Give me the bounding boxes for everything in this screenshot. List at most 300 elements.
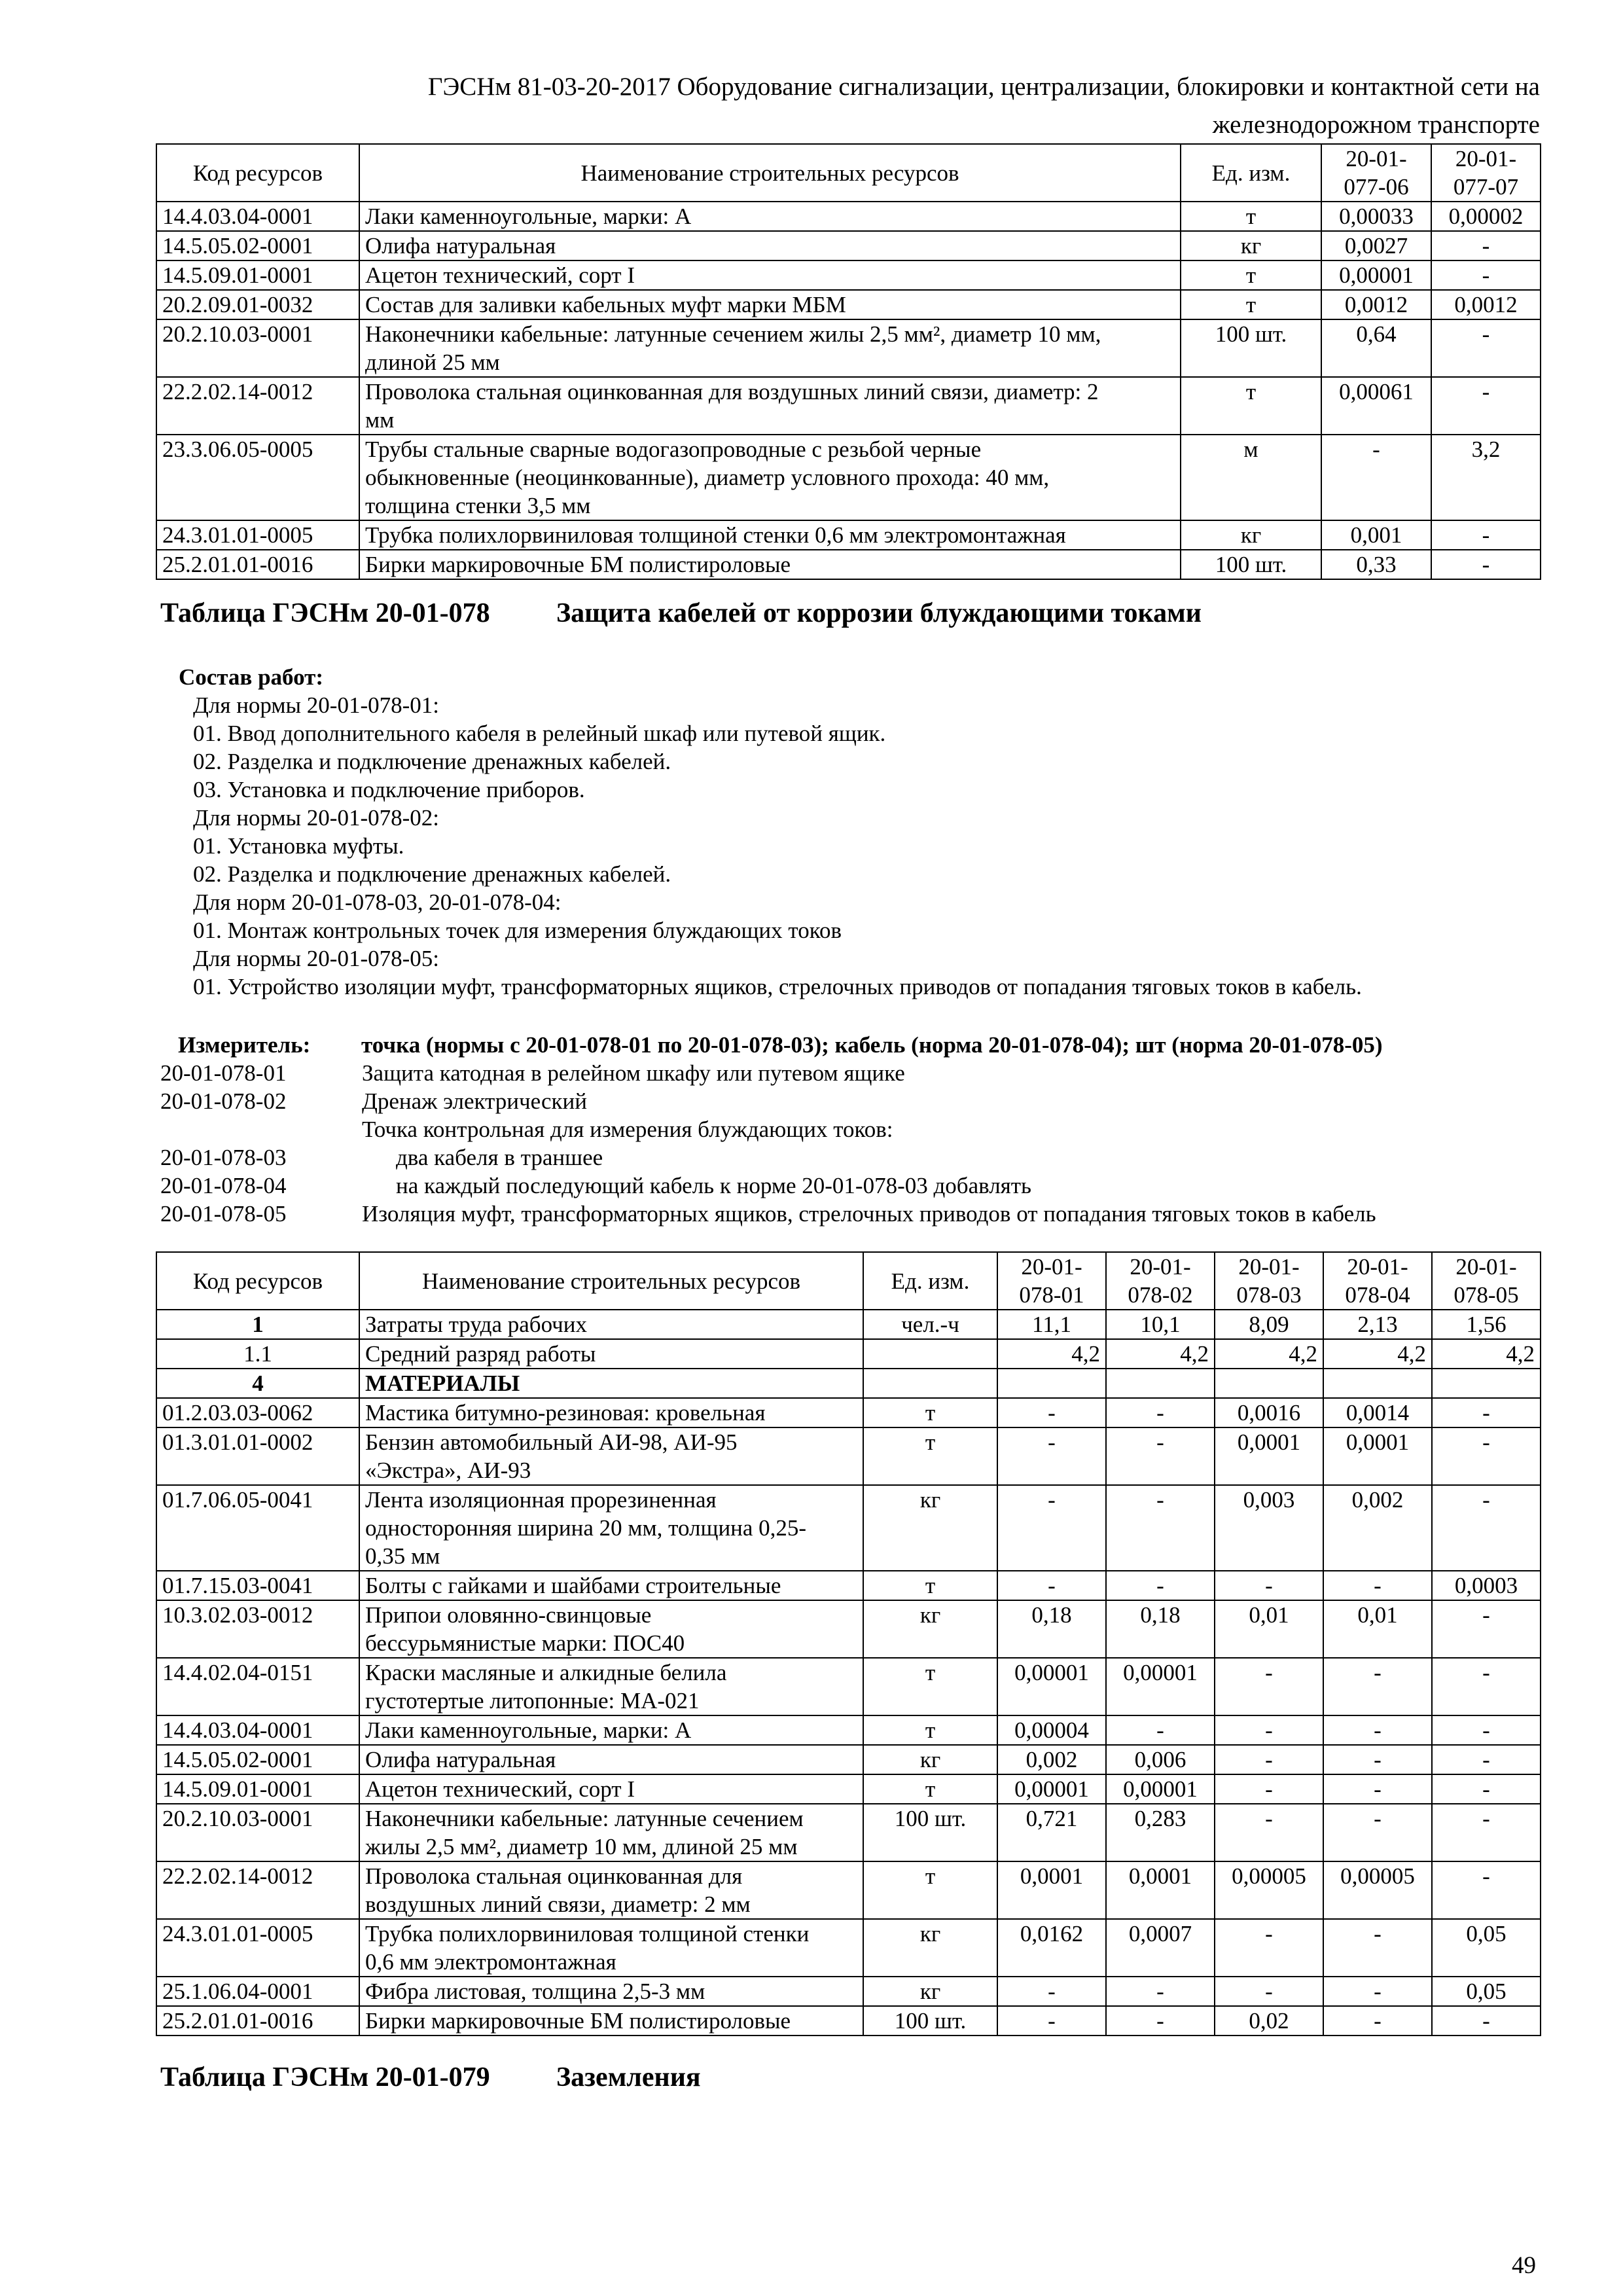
resource-name	[359, 1485, 863, 1571]
header-col-077-07: 20-01- 077-07	[1431, 144, 1541, 202]
value-078-05: -	[1432, 1861, 1541, 1919]
value-078-03: -	[1215, 1715, 1323, 1745]
resource-code: 01.2.03.03-0062	[156, 1398, 359, 1427]
resource-unit	[863, 1369, 997, 1398]
resource-name	[359, 1600, 863, 1658]
resource-name-line: 0,6 мм электромонтажная	[365, 1949, 616, 1975]
resource-name-line: Наконечники кабельные: латунные сечением жилы 2,5 мм², диаметр 10 мм,	[365, 321, 1101, 347]
resource-name	[359, 1571, 863, 1600]
value-078-04	[1323, 1369, 1432, 1398]
norm-code: 20-01-078-02	[160, 1088, 287, 1114]
composition-list	[193, 691, 1362, 1001]
norm-row	[160, 1172, 1535, 1200]
table-row	[156, 1715, 1541, 1745]
resource-name-line: Лента изоляционная прорезиненная	[365, 1487, 717, 1513]
resource-code: 14.5.05.02-0001	[156, 1745, 359, 1774]
value-078-04: 0,0001	[1323, 1427, 1432, 1485]
table-row	[156, 1745, 1541, 1774]
value-078-03: 0,02	[1215, 2006, 1323, 2036]
resource-name-line: жилы 2,5 мм², диаметр 10 мм, длиной 25 мм	[365, 1834, 798, 1859]
value-078-05: -	[1432, 1804, 1541, 1861]
table-078-title	[160, 598, 490, 629]
resource-unit: т	[863, 1571, 997, 1600]
value-078-02: 0,18	[1106, 1600, 1215, 1658]
value-077-06: 0,00061	[1321, 377, 1431, 435]
value-078-05: 0,0003	[1432, 1571, 1541, 1600]
value-078-03: -	[1215, 1977, 1323, 2006]
value-078-04: -	[1323, 1774, 1432, 1804]
value-077-06: 0,64	[1321, 319, 1431, 377]
resource-name	[359, 1919, 863, 1977]
resource-name	[359, 1369, 863, 1398]
table-row	[156, 1310, 1541, 1339]
value-078-05: -	[1432, 1745, 1541, 1774]
resources-table-078	[156, 1251, 1541, 2036]
resource-unit: 100 шт.	[1181, 550, 1321, 579]
resource-code: 01.7.06.05-0041	[156, 1485, 359, 1571]
header-col-078-02: 20-01- 078-02	[1106, 1252, 1215, 1310]
resource-name-line: Фибра листовая, толщина 2,5-3 мм	[365, 1979, 705, 2004]
resource-name	[359, 1804, 863, 1861]
resource-name-line: Мастика битумно-резиновая: кровельная	[365, 1400, 766, 1426]
value-078-03	[1215, 1369, 1323, 1398]
resource-code: 14.4.03.04-0001	[156, 1715, 359, 1745]
resource-code: 22.2.02.14-0012	[156, 377, 359, 435]
value-078-04: 4,2	[1323, 1339, 1432, 1369]
resource-code: 14.5.05.02-0001	[156, 231, 359, 260]
resource-unit: т	[863, 1715, 997, 1745]
resource-unit: т	[1181, 202, 1321, 231]
table-header-row	[156, 1252, 1541, 1310]
value-077-07: 3,2	[1431, 435, 1541, 520]
norm-text: Точка контрольная для измерения блуждающих токов:	[362, 1117, 893, 1142]
resource-code: 24.3.01.01-0005	[156, 520, 359, 550]
value-078-03: 0,00005	[1215, 1861, 1323, 1919]
value-078-01	[997, 1369, 1106, 1398]
resource-name-line: мм	[365, 407, 395, 433]
header-code: Код ресурсов	[156, 1252, 359, 1310]
value-078-02: 0,283	[1106, 1804, 1215, 1861]
resource-unit: т	[1181, 260, 1321, 290]
resource-name	[359, 1658, 863, 1715]
table-row	[156, 1774, 1541, 1804]
resource-name	[359, 1427, 863, 1485]
value-078-02: 0,00001	[1106, 1774, 1215, 1804]
value-078-01: -	[997, 2006, 1106, 2036]
table-row	[156, 1339, 1541, 1369]
header-col-077-06: 20-01- 077-06	[1321, 144, 1431, 202]
header-unit: Ед. изм.	[863, 1252, 997, 1310]
resource-unit: кг	[863, 1745, 997, 1774]
table-row	[156, 1369, 1541, 1398]
value-078-05: -	[1432, 2006, 1541, 2036]
resource-name	[359, 2006, 863, 2036]
resource-name	[359, 1339, 863, 1369]
table-row	[156, 1485, 1541, 1571]
value-077-07: 0,00002	[1431, 202, 1541, 231]
resource-name	[359, 1310, 863, 1339]
resource-name-line: Трубы стальные сварные водогазопроводные с резьбой черные	[365, 437, 982, 462]
resource-name-line: Лаки каменноугольные, марки: А	[365, 1717, 692, 1743]
table-row	[156, 290, 1541, 319]
value-078-05: 0,05	[1432, 1919, 1541, 1977]
value-078-02: 0,0001	[1106, 1861, 1215, 1919]
value-078-04: 0,0014	[1323, 1398, 1432, 1427]
meter-value: точка (нормы с 20-01-078-01 по 20-01-078-03); кабель (норма 20-01-078-04); шт (норма 20-01-078-05)	[361, 1032, 1383, 1058]
header-col-078-05: 20-01- 078-05	[1432, 1252, 1541, 1310]
page-number: 49	[1512, 2252, 1536, 2279]
value-078-02: -	[1106, 2006, 1215, 2036]
header-line-1: ГЭСНм 81-03-20-2017 Оборудование сигнализации, централизации, блокировки и контактной сети на	[427, 73, 1540, 101]
resource-name	[359, 202, 1181, 231]
resource-code: 1	[156, 1310, 359, 1339]
table-row	[156, 2006, 1541, 2036]
resource-unit: кг	[1181, 231, 1321, 260]
table-078-subject: Защита кабелей от коррозии блуждающими токами	[556, 598, 1202, 628]
value-078-02: -	[1106, 1571, 1215, 1600]
value-078-03: -	[1215, 1774, 1323, 1804]
header-col-078-04: 20-01- 078-04	[1323, 1252, 1432, 1310]
value-077-06: -	[1321, 435, 1431, 520]
resource-code: 1.1	[156, 1339, 359, 1369]
value-078-05: 4,2	[1432, 1339, 1541, 1369]
resource-unit: т	[863, 1398, 997, 1427]
value-078-05: -	[1432, 1600, 1541, 1658]
resource-name-line: Бирки маркировочные БМ полистироловые	[365, 2008, 791, 2034]
value-078-04: -	[1323, 1804, 1432, 1861]
resource-name	[359, 260, 1181, 290]
resource-code: 14.4.02.04-0151	[156, 1658, 359, 1715]
header-col-078-01: 20-01- 078-01	[997, 1252, 1106, 1310]
resource-name-line: Краски масляные и алкидные белила	[365, 1660, 727, 1685]
resource-code: 25.1.06.04-0001	[156, 1977, 359, 2006]
value-078-05: -	[1432, 1774, 1541, 1804]
value-077-07: -	[1431, 319, 1541, 377]
resource-name-line: односторонняя ширина 20 мм, толщина 0,25-	[365, 1515, 807, 1541]
table-079-subject: Заземления	[556, 2062, 701, 2092]
resource-unit: т	[863, 1774, 997, 1804]
norm-text: Дренаж электрический	[362, 1088, 588, 1114]
resource-name	[359, 520, 1181, 550]
value-077-07: -	[1431, 231, 1541, 260]
value-078-02: -	[1106, 1427, 1215, 1485]
value-077-06: 0,001	[1321, 520, 1431, 550]
value-078-05: -	[1432, 1398, 1541, 1427]
value-078-03: -	[1215, 1745, 1323, 1774]
value-077-07: -	[1431, 377, 1541, 435]
value-078-04: 0,002	[1323, 1485, 1432, 1571]
norm-code: 20-01-078-04	[160, 1173, 287, 1198]
value-078-01: 0,721	[997, 1804, 1106, 1861]
resource-name-line: «Экстра», АИ-93	[365, 1458, 531, 1483]
value-078-05: -	[1432, 1427, 1541, 1485]
value-077-07: -	[1431, 550, 1541, 579]
value-077-07: -	[1431, 260, 1541, 290]
resource-code: 01.3.01.01-0002	[156, 1427, 359, 1485]
resource-code: 20.2.10.03-0001	[156, 319, 359, 377]
value-078-05: 1,56	[1432, 1310, 1541, 1339]
value-077-06: 0,00033	[1321, 202, 1431, 231]
table-row	[156, 1977, 1541, 2006]
resource-name-line: Наконечники кабельные: латунные сечением	[365, 1806, 804, 1831]
resource-unit: кг	[863, 1977, 997, 2006]
resource-name-line: Трубка полихлорвиниловая толщиной стенки 0,6 мм электромонтажная	[365, 522, 1066, 548]
resource-name-line: Ацетон технический, сорт I	[365, 262, 635, 288]
resource-name-line: Бензин автомобильный АИ-98, АИ-95	[365, 1429, 738, 1455]
resource-name	[359, 1745, 863, 1774]
norm-text: Защита катодная в релейном шкафу или путевом ящике	[362, 1060, 905, 1086]
value-078-03: 4,2	[1215, 1339, 1323, 1369]
resource-unit: 100 шт.	[863, 1804, 997, 1861]
resource-unit: кг	[1181, 520, 1321, 550]
composition-line: 02. Разделка и подключение дренажных кабелей.	[193, 861, 671, 887]
value-078-03: 0,01	[1215, 1600, 1323, 1658]
value-078-03: -	[1215, 1919, 1323, 1977]
table-row	[156, 1398, 1541, 1427]
norm-row	[160, 1143, 1535, 1172]
value-078-04: -	[1323, 1715, 1432, 1745]
value-077-06: 0,0027	[1321, 231, 1431, 260]
value-078-02: 4,2	[1106, 1339, 1215, 1369]
resource-name-line: Проволока стальная оцинкованная для воздушных линий связи, диаметр: 2	[365, 379, 1099, 404]
resource-name-line: обыкновенные (неоцинкованные), диаметр условного прохода: 40 мм,	[365, 465, 1050, 490]
resource-unit: 100 шт.	[863, 2006, 997, 2036]
value-078-01: 11,1	[997, 1310, 1106, 1339]
value-077-07: 0,0012	[1431, 290, 1541, 319]
resource-code: 23.3.06.05-0005	[156, 435, 359, 520]
resource-unit: м	[1181, 435, 1321, 520]
norm-code: 20-01-078-01	[160, 1060, 287, 1086]
value-078-03: 0,003	[1215, 1485, 1323, 1571]
composition-line: 01. Установка муфты.	[193, 833, 404, 859]
norms-list	[160, 1059, 1535, 1228]
resource-name-line: Болты с гайками и шайбами строительные	[365, 1573, 781, 1598]
value-078-03: 0,0016	[1215, 1398, 1323, 1427]
resource-name	[359, 231, 1181, 260]
resource-unit: т	[1181, 290, 1321, 319]
table-row	[156, 1861, 1541, 1919]
table-row	[156, 377, 1541, 435]
resource-code: 22.2.02.14-0012	[156, 1861, 359, 1919]
value-078-02: -	[1106, 1715, 1215, 1745]
value-078-05: -	[1432, 1715, 1541, 1745]
resource-name-line: Лаки каменноугольные, марки: А	[365, 204, 692, 229]
value-078-02: 0,00001	[1106, 1658, 1215, 1715]
resource-name	[359, 1715, 863, 1745]
norm-row	[160, 1087, 1535, 1115]
value-078-01: 0,0001	[997, 1861, 1106, 1919]
resource-code: 14.5.09.01-0001	[156, 260, 359, 290]
value-078-03: -	[1215, 1658, 1323, 1715]
composition-line: 01. Монтаж контрольных точек для измерения блуждающих токов	[193, 918, 842, 943]
value-078-02: 0,006	[1106, 1745, 1215, 1774]
norm-text: два кабеля в траншее	[396, 1145, 603, 1170]
resource-code: 14.5.09.01-0001	[156, 1774, 359, 1804]
table-row	[156, 260, 1541, 290]
meter-label: Измеритель:	[178, 1032, 311, 1058]
resource-name-line: 0,35 мм	[365, 1543, 440, 1569]
norm-row	[160, 1059, 1535, 1087]
norm-text: Изоляция муфт, трансформаторных ящиков, стрелочных приводов от попадания тяговых токов в кабель	[362, 1201, 1376, 1227]
value-078-02: -	[1106, 1485, 1215, 1571]
resource-code: 20.2.09.01-0032	[156, 290, 359, 319]
resource-name-line: Олифа натуральная	[365, 1747, 556, 1772]
header-col-078-03: 20-01- 078-03	[1215, 1252, 1323, 1310]
table-row	[156, 1804, 1541, 1861]
value-078-01: 0,00004	[997, 1715, 1106, 1745]
value-078-04: 0,01	[1323, 1600, 1432, 1658]
resources-table-077	[156, 143, 1541, 580]
resource-code: 14.4.03.04-0001	[156, 202, 359, 231]
resource-name-line: Бирки маркировочные БМ полистироловые	[365, 552, 791, 577]
composition-line: 03. Установка и подключение приборов.	[193, 777, 585, 802]
value-078-05: -	[1432, 1658, 1541, 1715]
resource-unit: т	[863, 1861, 997, 1919]
resource-unit: кг	[863, 1485, 997, 1571]
resource-name-line: толщина стенки 3,5 мм	[365, 493, 591, 518]
value-078-04: -	[1323, 1658, 1432, 1715]
composition-line: Для нормы 20-01-078-05:	[193, 946, 439, 971]
value-078-04: 2,13	[1323, 1310, 1432, 1339]
norm-code: 20-01-078-05	[160, 1201, 287, 1227]
composition-label: Состав работ:	[179, 664, 323, 690]
resource-name	[359, 550, 1181, 579]
composition-line: Для нормы 20-01-078-02:	[193, 805, 439, 831]
table-079-number: Таблица ГЭСНм 20-01-079	[160, 2062, 490, 2092]
composition-line: Для нормы 20-01-078-01:	[193, 692, 439, 718]
resource-unit: кг	[863, 1600, 997, 1658]
value-078-04: -	[1323, 1919, 1432, 1977]
resource-code: 20.2.10.03-0001	[156, 1804, 359, 1861]
value-078-05: 0,05	[1432, 1977, 1541, 2006]
value-078-04: -	[1323, 1977, 1432, 2006]
value-078-04: 0,00005	[1323, 1861, 1432, 1919]
resource-name-line: Затраты труда рабочих	[365, 1312, 587, 1337]
value-078-01: 0,18	[997, 1600, 1106, 1658]
norm-code: 20-01-078-03	[160, 1145, 287, 1170]
resource-name-line: МАТЕРИАЛЫ	[365, 1371, 520, 1396]
table-row	[156, 231, 1541, 260]
resource-name-line: воздушных линий связи, диаметр: 2 мм	[365, 1892, 751, 1917]
header-name: Наименование строительных ресурсов	[359, 144, 1181, 202]
table-row	[156, 1427, 1541, 1485]
resource-name	[359, 435, 1181, 520]
resource-name	[359, 1398, 863, 1427]
value-078-01: 0,002	[997, 1745, 1106, 1774]
resource-code: 25.2.01.01-0016	[156, 2006, 359, 2036]
norm-row	[160, 1115, 1535, 1143]
value-077-07: -	[1431, 520, 1541, 550]
value-078-01: -	[997, 1398, 1106, 1427]
composition-line: 01. Ввод дополнительного кабеля в релейный шкаф или путевой ящик.	[193, 721, 886, 746]
value-078-02: -	[1106, 1977, 1215, 2006]
resource-name-line: Припои оловянно-свинцовые	[365, 1602, 652, 1628]
resource-code: 24.3.01.01-0005	[156, 1919, 359, 1977]
resource-unit: 100 шт.	[1181, 319, 1321, 377]
header-code: Код ресурсов	[156, 144, 359, 202]
resource-name	[359, 1861, 863, 1919]
table-row	[156, 435, 1541, 520]
resource-code: 01.7.15.03-0041	[156, 1571, 359, 1600]
resource-code: 10.3.02.03-0012	[156, 1600, 359, 1658]
resource-unit: т	[1181, 377, 1321, 435]
composition-line: 02. Разделка и подключение дренажных кабелей.	[193, 749, 671, 774]
resource-name	[359, 290, 1181, 319]
value-078-01: -	[997, 1571, 1106, 1600]
resource-unit: т	[863, 1658, 997, 1715]
value-078-03: 8,09	[1215, 1310, 1323, 1339]
resource-code: 25.2.01.01-0016	[156, 550, 359, 579]
resource-unit: т	[863, 1427, 997, 1485]
value-078-02: 10,1	[1106, 1310, 1215, 1339]
composition-line: 01. Устройство изоляции муфт, трансформаторных ящиков, стрелочных приводов от попадания тяговых токов в кабель.	[193, 974, 1362, 999]
header-name: Наименование строительных ресурсов	[359, 1252, 863, 1310]
norm-code	[160, 1115, 362, 1143]
value-078-01: 0,00001	[997, 1774, 1106, 1804]
resource-name-line: бессурьмянистые марки: ПОС40	[365, 1630, 685, 1656]
table-row	[156, 550, 1541, 579]
value-078-01: -	[997, 1427, 1106, 1485]
value-078-01: 0,0162	[997, 1919, 1106, 1977]
value-078-01: -	[997, 1977, 1106, 2006]
value-078-02: 0,0007	[1106, 1919, 1215, 1977]
table-row	[156, 202, 1541, 231]
table-row	[156, 1919, 1541, 1977]
value-078-04: -	[1323, 1571, 1432, 1600]
value-078-05	[1432, 1369, 1541, 1398]
value-077-06: 0,0012	[1321, 290, 1431, 319]
header-unit: Ед. изм.	[1181, 144, 1321, 202]
table-header-row	[156, 144, 1541, 202]
resource-name	[359, 319, 1181, 377]
value-078-01: 4,2	[997, 1339, 1106, 1369]
resource-name-line: длиной 25 мм	[365, 350, 500, 375]
value-078-05: -	[1432, 1485, 1541, 1571]
norm-row	[160, 1200, 1535, 1228]
value-078-03: 0,0001	[1215, 1427, 1323, 1485]
resource-name-line: Трубка полихлорвиниловая толщиной стенки	[365, 1921, 810, 1946]
resource-name-line: Олифа натуральная	[365, 233, 556, 259]
resource-name	[359, 1977, 863, 2006]
value-077-06: 0,33	[1321, 550, 1431, 579]
resource-name-line: густотертые литопонные: МА-021	[365, 1688, 700, 1713]
header-line-2: железнодорожном транспорте	[1212, 111, 1540, 139]
resource-unit: чел.-ч	[863, 1310, 997, 1339]
table-row	[156, 1571, 1541, 1600]
value-078-01: -	[997, 1485, 1106, 1571]
resource-name	[359, 377, 1181, 435]
norm-text: на каждый последующий кабель к норме 20-01-078-03 добавлять	[396, 1173, 1032, 1198]
value-078-02: -	[1106, 1398, 1215, 1427]
value-078-02	[1106, 1369, 1215, 1398]
resource-name-line: Ацетон технический, сорт I	[365, 1776, 635, 1802]
value-078-04: -	[1323, 1745, 1432, 1774]
table-row	[156, 1600, 1541, 1658]
composition-line: Для норм 20-01-078-03, 20-01-078-04:	[193, 889, 562, 915]
table-078-number: Таблица ГЭСНм 20-01-078	[160, 598, 490, 628]
value-078-03: -	[1215, 1804, 1323, 1861]
value-078-01: 0,00001	[997, 1658, 1106, 1715]
resource-name-line: Проволока стальная оцинкованная для	[365, 1863, 743, 1889]
running-header	[314, 68, 1540, 144]
resource-code: 4	[156, 1369, 359, 1398]
table-row	[156, 520, 1541, 550]
value-078-04: -	[1323, 2006, 1432, 2036]
table-row	[156, 319, 1541, 377]
value-078-03: -	[1215, 1571, 1323, 1600]
resource-unit: кг	[863, 1919, 997, 1977]
table-row	[156, 1658, 1541, 1715]
